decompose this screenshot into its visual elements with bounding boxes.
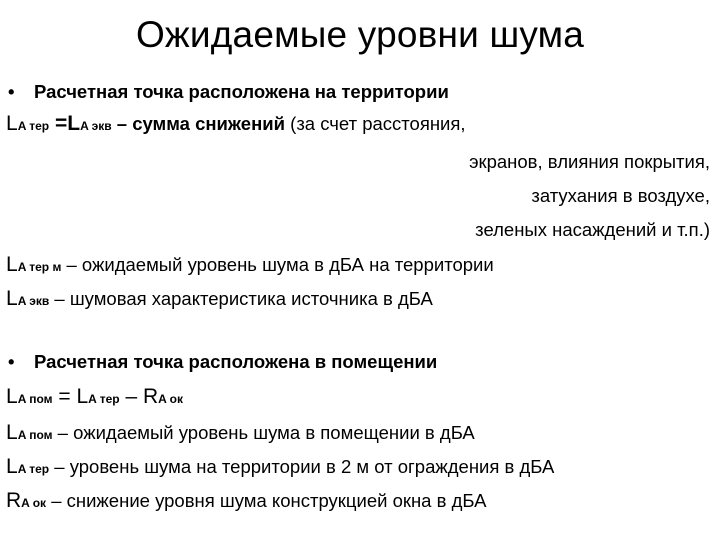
minus-r: – R [119,385,159,408]
formula-territory [6,112,466,138]
definition-ra-ok [6,489,486,515]
bullet-dot: • [8,81,15,102]
bullet-territory [8,80,449,104]
symbol-l: L [6,455,18,478]
subscript: A тер [88,392,120,406]
definition-text: – снижение уровня шума конструкцией окна в дБА [46,490,487,511]
symbol-l: L [6,287,18,310]
symbol-r: R [6,489,22,512]
equals-l: = L [52,385,89,408]
symbol-l: L [6,112,18,135]
formula-text-bold: – сумма снижений [111,113,291,134]
subscript: A тер [17,462,50,476]
subscript: A экв [17,294,50,308]
definition-text: – ожидаемый уровень шума в дБА на территории [61,254,494,275]
subscript: A пом [17,392,53,406]
formula-continuation-2: затухания в воздухе, [531,185,710,206]
bullet-room [8,350,437,374]
symbol-l: L [6,421,18,444]
bullet-heading: Расчетная точка расположена в помещении [34,351,438,372]
subscript: A экв [80,119,112,133]
equals-l: =L [49,112,81,135]
subscript: A тер м [17,260,62,274]
definition-text: – шумовая характеристика источника в дБА [49,288,433,309]
symbol-l: L [6,385,18,408]
definition-la-ter-m [6,253,494,279]
subscript: A ок [158,392,184,406]
definition-text: – ожидаемый уровень шума в помещении в дБА [52,422,475,443]
formula-continuation-3: зеленых насаждений и т.п.) [475,219,710,240]
bullet-dot: • [8,351,15,372]
subscript: A ок [21,496,47,510]
definition-la-ekv [6,287,433,313]
symbol-l: L [6,253,18,276]
definition-text: – уровень шума на территории в 2 м от ограждения в дБА [49,456,555,477]
bullet-heading: Расчетная точка расположена на территории [34,81,449,102]
subscript: A пом [17,428,53,442]
subscript: A тер [17,119,50,133]
formula-continuation-1: экранов, влияния покрытия, [469,151,710,172]
slide-title: Ожидаемые уровни шума [135,14,585,55]
formula-text: (за счет расстояния, [290,113,466,134]
formula-room [6,385,183,411]
definition-la-pom [6,421,475,447]
definition-la-ter [6,455,554,481]
